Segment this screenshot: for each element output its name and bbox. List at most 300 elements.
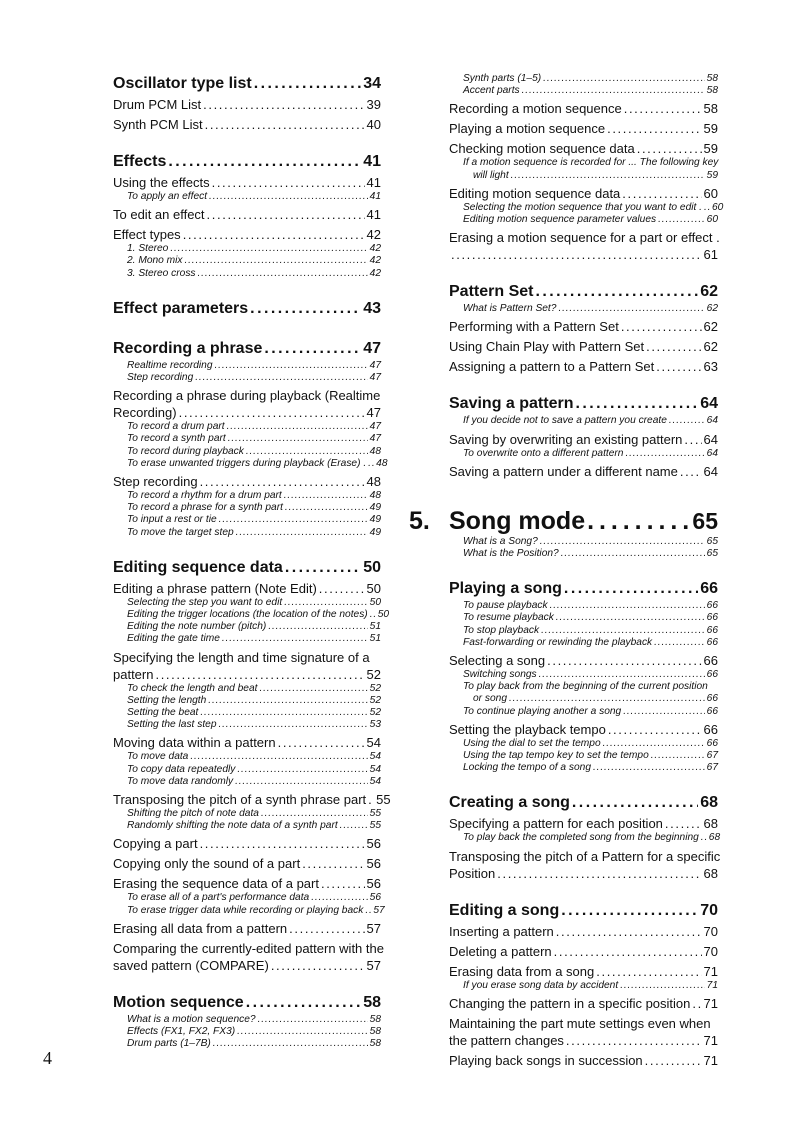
toc-entry-title: Switching songs — [463, 669, 537, 681]
toc-entry[interactable] — [113, 473, 381, 490]
dot-leader — [550, 600, 705, 612]
toc-page-number: 47 — [369, 359, 381, 371]
toc-entry[interactable] — [113, 387, 381, 421]
toc-entry-title: Synth PCM List — [113, 117, 203, 132]
toc-page-number: 48 — [369, 490, 381, 502]
toc-entry-title: To record a drum part — [127, 421, 225, 433]
toc-page-number: 60 — [706, 214, 718, 226]
toc-subentry[interactable] — [449, 762, 718, 774]
toc-page-number: 59 — [703, 121, 718, 137]
toc-entry-title: Transposing the pitch of a synth phrase part — [113, 792, 367, 808]
toc-page-number: 60 — [712, 201, 724, 213]
toc-entry-title: What is the Position? — [463, 548, 559, 560]
dot-leader — [368, 791, 374, 808]
toc-entry-title: To erase all of a part's performance data — [127, 892, 310, 904]
toc-page-number: 64 — [706, 415, 718, 427]
toc-entry[interactable] — [449, 963, 718, 980]
dot-leader — [540, 536, 705, 548]
toc-section[interactable] — [449, 792, 718, 814]
toc-page-number: 52 — [366, 666, 381, 682]
toc-entry-title-line: Maintaining the part mute settings even when — [449, 1015, 711, 1031]
dot-leader — [319, 580, 365, 597]
toc-entry[interactable] — [449, 120, 718, 137]
toc-subentry[interactable] — [113, 764, 381, 776]
toc-entry[interactable] — [449, 815, 718, 832]
toc-entry-title: To input a rest or tie — [127, 514, 217, 526]
toc-entry-title: Editing the trigger locations (the location of the notes) — [127, 609, 368, 621]
toc-page-number: 64 — [706, 447, 718, 459]
toc-entry-title: will light — [473, 169, 509, 181]
toc-page-number: 62 — [706, 303, 718, 315]
toc-entry-title: To apply an effect — [127, 191, 208, 202]
toc-entry-title: Using Chain Play with Pattern Set — [449, 339, 645, 355]
toc-page-number: 68 — [703, 865, 718, 881]
toc-entry[interactable] — [113, 174, 381, 191]
toc-subentry[interactable] — [113, 904, 385, 917]
toc-entry-title: saved pattern (COMPARE) — [113, 957, 269, 973]
toc-page-number: 70 — [700, 901, 718, 919]
toc-page-number: 47 — [363, 339, 381, 357]
toc-subentry[interactable] — [449, 612, 718, 624]
dot-leader — [623, 706, 704, 718]
toc-page-number: 50 — [369, 596, 381, 608]
toc-entry[interactable] — [113, 116, 381, 133]
toc-subentry[interactable] — [449, 980, 718, 992]
toc-entry[interactable] — [113, 855, 381, 872]
toc-page-number: 62 — [700, 283, 718, 301]
toc-entry-title: To record a rhythm for a drum part — [127, 490, 282, 502]
toc-page-number: 71 — [703, 1052, 718, 1068]
toc-entry[interactable] — [449, 185, 718, 202]
dot-leader — [184, 255, 367, 267]
toc-page-number: 51 — [369, 621, 381, 633]
toc-subentry[interactable] — [113, 421, 381, 433]
toc-page-number: 61 — [703, 247, 718, 263]
toc-subentry[interactable] — [449, 73, 718, 85]
toc-entry[interactable] — [449, 848, 721, 882]
dot-leader — [575, 393, 698, 415]
toc-page-number: 56 — [369, 892, 381, 904]
toc-entry-title: Moving data within a pattern — [113, 735, 276, 751]
toc-entry[interactable] — [113, 649, 381, 683]
toc-subentry[interactable] — [113, 1014, 381, 1026]
toc-entry[interactable] — [449, 943, 718, 960]
dot-leader — [651, 750, 705, 762]
dot-leader — [205, 116, 365, 133]
toc-entry-title-line: Erasing a motion sequence for a part or effect . — [449, 230, 720, 246]
dot-leader — [547, 652, 701, 669]
dot-leader — [368, 458, 374, 470]
dot-leader — [200, 707, 367, 719]
dot-leader — [587, 506, 690, 536]
toc-page-number: 47 — [366, 405, 381, 421]
toc-section[interactable] — [449, 281, 718, 303]
toc-entry-title: What is Pattern Set? — [463, 303, 557, 315]
toc-subentry[interactable] — [449, 415, 718, 427]
toc-entry[interactable] — [449, 463, 718, 480]
toc-subentry[interactable] — [449, 625, 718, 637]
toc-subentry[interactable] — [113, 433, 381, 445]
dot-leader — [250, 298, 361, 320]
dot-leader — [509, 693, 705, 705]
toc-entry-title: If you erase song data by accident — [463, 979, 619, 991]
toc-page-number: 62 — [703, 319, 718, 335]
dot-leader — [209, 191, 368, 203]
toc-subentry[interactable] — [449, 201, 724, 214]
dot-leader — [541, 625, 705, 637]
dot-leader — [669, 415, 705, 427]
toc-entry[interactable] — [113, 734, 381, 751]
toc-page-number: 57 — [373, 904, 385, 916]
dot-leader — [556, 612, 705, 624]
dot-leader — [311, 892, 367, 904]
toc-page-number: 60 — [703, 185, 718, 201]
toc-entry[interactable] — [449, 358, 718, 375]
toc-page-number: 48 — [366, 474, 381, 490]
toc-left-column — [113, 73, 391, 1051]
toc-page-number: 49 — [369, 514, 381, 526]
toc-entry[interactable] — [113, 580, 381, 597]
dot-leader — [558, 303, 704, 315]
toc-page-number: 66 — [700, 580, 718, 598]
toc-page-number: 52 — [369, 707, 381, 719]
toc-entry-title: Setting the last step — [127, 719, 217, 731]
toc-entry-title: Synth parts (1–5) — [463, 73, 542, 84]
toc-entry-title: To move the target step — [127, 526, 234, 538]
dot-leader — [183, 226, 365, 243]
toc-section[interactable] — [113, 557, 381, 579]
toc-page-number: 70 — [703, 923, 718, 939]
dot-leader — [284, 490, 368, 502]
toc-page-number: 66 — [706, 705, 718, 717]
toc-subentry[interactable] — [113, 695, 381, 707]
toc-page-number: 66 — [706, 693, 718, 705]
dot-leader — [200, 835, 365, 852]
dot-leader — [637, 140, 702, 157]
toc-entry-title: Realtime recording — [127, 359, 213, 371]
toc-page-number: 34 — [363, 75, 381, 92]
dot-leader — [219, 514, 368, 526]
toc-page-number: 52 — [369, 694, 381, 706]
toc-subentry[interactable] — [449, 600, 718, 612]
toc-page-number: 49 — [369, 502, 381, 514]
toc-entry-title: Editing the note number (pitch) — [127, 621, 267, 633]
toc-section[interactable] — [449, 900, 718, 922]
toc-entry[interactable] — [449, 100, 718, 117]
dot-leader — [539, 669, 705, 681]
toc-page-number: 58 — [369, 1013, 381, 1025]
toc-subentry[interactable] — [113, 490, 381, 502]
toc-entry-title: To continue playing another a song — [463, 705, 622, 717]
dot-leader — [285, 557, 361, 579]
toc-page-number: 71 — [703, 1032, 718, 1048]
toc-entry[interactable] — [113, 206, 381, 223]
toc-entry-title: Accent parts — [463, 85, 520, 97]
toc-subentry[interactable] — [449, 548, 718, 560]
toc-page-number: 68 — [703, 816, 718, 832]
dot-leader — [608, 721, 702, 738]
dot-leader — [285, 502, 368, 514]
dot-leader — [237, 764, 367, 776]
toc-subentry[interactable] — [113, 514, 381, 526]
dot-leader — [170, 243, 367, 255]
toc-page-number: 58 — [369, 1038, 381, 1050]
dot-leader — [625, 448, 704, 460]
toc-entry-title: Setting the beat — [127, 707, 199, 719]
toc-page-number: 59 — [703, 141, 718, 157]
toc-section[interactable] — [113, 73, 381, 95]
toc-page-number: 58 — [703, 101, 718, 117]
toc-entry-title: To move data — [127, 751, 189, 763]
toc-entry[interactable] — [449, 721, 718, 738]
toc-entry-title: Recording a motion sequence — [449, 101, 622, 117]
toc-page-number: 54 — [369, 751, 381, 763]
toc-page-number: 62 — [703, 339, 718, 355]
toc-page-number: 64 — [703, 431, 718, 447]
dot-leader — [284, 597, 367, 609]
toc-page-number: 48 — [376, 457, 388, 469]
toc-page-number: 55 — [369, 808, 381, 820]
toc-entry-title: What is a Song? — [463, 535, 538, 547]
toc-subentry[interactable] — [449, 637, 718, 649]
toc-page-number: 68 — [700, 794, 718, 812]
dot-leader — [258, 1014, 368, 1026]
toc-entry-title: Creating a song — [449, 794, 570, 812]
toc-subentry[interactable] — [113, 191, 381, 203]
toc-right-column — [409, 73, 724, 1069]
toc-subentry[interactable] — [449, 303, 718, 315]
dot-leader — [665, 815, 702, 832]
toc-subentry[interactable] — [113, 1038, 381, 1050]
toc-entry-title: To record a synth part — [127, 433, 226, 445]
toc-entry[interactable] — [449, 923, 718, 940]
dot-leader — [522, 85, 705, 97]
dot-leader — [572, 792, 698, 814]
toc-subentry[interactable] — [113, 457, 388, 470]
toc-entry-title: Editing a song — [449, 901, 560, 919]
toc-section[interactable] — [113, 338, 381, 360]
toc-page-number: 64 — [700, 395, 718, 413]
toc-entry-title: Selecting a song — [449, 653, 546, 669]
toc-page-number: 56 — [366, 876, 381, 892]
dot-leader — [656, 358, 701, 375]
dot-leader — [620, 980, 704, 992]
toc-subentry[interactable] — [113, 820, 381, 832]
toc-subentry[interactable] — [113, 776, 381, 788]
toc-subentry[interactable] — [113, 707, 381, 719]
toc-subentry[interactable] — [113, 502, 381, 514]
dot-leader — [622, 185, 701, 202]
toc-page-number: 66 — [706, 612, 718, 624]
toc-page-number: 42 — [369, 243, 381, 255]
toc-entry-title: To play back the completed song from the beginning — [463, 832, 699, 844]
toc-subentry[interactable] — [113, 255, 381, 267]
toc-subentry[interactable] — [113, 683, 381, 695]
dot-leader — [684, 431, 701, 448]
toc-entry-title: Playing a motion sequence — [449, 121, 606, 137]
toc-section[interactable] — [449, 393, 718, 415]
toc-entry-title: 3. Stereo cross — [127, 267, 196, 279]
dot-leader — [596, 963, 701, 980]
toc-entry-title: Drum PCM List — [113, 97, 202, 112]
toc-subentry[interactable] — [449, 706, 718, 718]
toc-entry-title: To erase trigger data while recording or playing back — [127, 904, 364, 916]
toc-entry-title: Shifting the pitch of note data — [127, 808, 259, 820]
toc-subentry[interactable] — [113, 808, 381, 820]
chapter-number: 5. — [409, 506, 430, 535]
dot-leader — [566, 1032, 702, 1049]
toc-entry[interactable] — [113, 835, 381, 852]
dot-leader — [561, 548, 705, 560]
dot-leader — [543, 73, 705, 85]
toc-page-number: 64 — [703, 463, 718, 479]
toc-page-number: 63 — [703, 359, 718, 375]
toc-entry-title: Erasing data from a song — [449, 963, 595, 979]
toc-entry[interactable] — [449, 1052, 718, 1069]
toc-page-number: 41 — [363, 153, 381, 170]
toc-page-number: 56 — [366, 836, 381, 852]
toc-page-number: 47 — [369, 433, 381, 445]
toc-entry-title: Selecting the step you want to edit — [127, 596, 283, 608]
toc-entry[interactable] — [113, 226, 381, 243]
toc-entry[interactable] — [449, 229, 718, 263]
toc-subentry[interactable] — [113, 892, 381, 904]
toc-entry-title: Selecting the motion sequence that you want to edit . — [463, 201, 702, 213]
dot-leader — [278, 734, 365, 751]
toc-subentry[interactable] — [113, 1026, 381, 1038]
toc-page-number: 40 — [366, 117, 381, 132]
toc-entry[interactable] — [449, 140, 718, 157]
toc-subentry[interactable] — [449, 536, 718, 548]
dot-leader — [556, 923, 702, 940]
dot-leader — [704, 202, 710, 214]
toc-page-number: 58 — [706, 85, 718, 97]
toc-section[interactable] — [113, 992, 381, 1014]
toc-subentry[interactable] — [449, 85, 718, 97]
toc-subentry[interactable] — [449, 157, 718, 181]
toc-entry-title: Motion sequence — [113, 993, 244, 1011]
toc-page-number: 51 — [369, 633, 381, 645]
toc-entry[interactable] — [449, 338, 718, 355]
toc-subentry[interactable] — [449, 738, 718, 750]
toc-subentry[interactable] — [113, 527, 381, 539]
toc-page-number: 42 — [369, 255, 381, 267]
toc-entry-title: Song mode — [449, 506, 586, 535]
toc-entry-title: Effects — [113, 153, 167, 170]
dot-leader — [218, 719, 367, 731]
toc-page-number: 58 — [369, 1026, 381, 1038]
toc-entry-title: the pattern changes — [449, 1032, 564, 1048]
toc-subentry[interactable] — [113, 597, 381, 609]
toc-entry[interactable] — [449, 995, 718, 1012]
toc-entry-title: Setting the playback tempo — [449, 721, 606, 737]
toc-entry-title: Editing the gate time — [127, 633, 220, 645]
toc-entry-title: Fast-forwarding or rewinding the playback — [463, 636, 653, 648]
dot-leader — [246, 446, 368, 458]
toc-subentry[interactable] — [449, 750, 718, 762]
toc-subentry[interactable] — [113, 609, 390, 621]
toc-page-number: 53 — [369, 719, 381, 731]
toc-entry[interactable] — [113, 875, 381, 892]
dot-leader — [168, 151, 361, 173]
toc-page-number: 67 — [706, 762, 718, 774]
toc-page-number: 71 — [703, 963, 718, 979]
toc-entry-title-line: Recording a phrase during playback (Realtime — [113, 388, 381, 404]
toc-page-number: 55 — [369, 820, 381, 832]
dot-leader — [302, 855, 364, 872]
toc-subentry[interactable] — [113, 243, 381, 255]
toc-page-number: 47 — [369, 421, 381, 433]
toc-entry-title: Playing back songs in succession — [449, 1052, 643, 1068]
toc-entry-title: Editing motion sequence data — [449, 185, 621, 201]
toc-entry-title: To resume playback — [463, 612, 554, 624]
toc-subentry[interactable] — [113, 360, 381, 372]
toc-section[interactable] — [113, 151, 381, 173]
toc-subentry[interactable] — [113, 268, 381, 280]
toc-entry[interactable] — [113, 920, 381, 937]
toc-subentry[interactable] — [113, 719, 381, 731]
toc-section[interactable] — [449, 578, 718, 600]
toc-entry-title: pattern — [113, 666, 154, 682]
toc-subentry[interactable] — [449, 832, 721, 844]
toc-entry-title: To record a phrase for a synth part — [127, 502, 283, 514]
toc-entry-title: Saving a pattern — [449, 395, 574, 413]
toc-entry-title: If you decide not to save a pattern you create — [463, 415, 667, 427]
toc-subentry[interactable] — [449, 214, 718, 226]
toc-entry-title: Changing the pattern in a specific position — [449, 995, 691, 1011]
toc-subentry[interactable] — [113, 446, 381, 458]
dot-leader — [212, 174, 365, 191]
toc-entry-title-line: Specifying the length and time signature of a — [113, 649, 370, 665]
toc-entry[interactable] — [113, 940, 384, 974]
dot-leader — [497, 865, 701, 882]
toc-entry[interactable] — [449, 652, 718, 669]
toc-chapter[interactable] — [409, 506, 718, 536]
toc-entry[interactable] — [113, 791, 391, 808]
toc-entry-title: Saving by overwriting an existing pattern — [449, 431, 683, 447]
toc-subentry[interactable] — [449, 669, 718, 681]
toc-entry[interactable] — [449, 431, 718, 448]
toc-entry-title: Deleting a pattern — [449, 943, 552, 959]
toc-subentry[interactable] — [113, 751, 381, 763]
dot-leader — [235, 776, 368, 788]
toc-entry-title: Using the dial to set the tempo — [463, 737, 601, 749]
toc-subentry[interactable] — [449, 448, 718, 460]
toc-subentry[interactable] — [113, 633, 381, 645]
toc-page-number: 52 — [369, 682, 381, 694]
toc-subentry[interactable] — [449, 681, 718, 705]
toc-subentry[interactable] — [113, 372, 381, 384]
toc-section[interactable] — [113, 298, 381, 320]
toc-entry-title: Drum parts (1–7B) — [127, 1038, 211, 1050]
toc-page-number: 39 — [366, 97, 381, 112]
toc-subentry[interactable] — [113, 621, 381, 633]
dot-leader — [535, 281, 698, 303]
toc-entry[interactable] — [449, 318, 718, 335]
toc-page-number: 41 — [366, 207, 381, 223]
toc-page-number: 59 — [706, 169, 718, 181]
toc-entry-title: 2. Mono mix — [127, 255, 183, 267]
toc-page-number: 50 — [363, 558, 381, 576]
toc-entry-title: To overwrite onto a different pattern — [463, 447, 624, 459]
toc-entry-title: Inserting a pattern — [449, 923, 554, 939]
toc-entry[interactable] — [449, 1015, 718, 1049]
toc-page-number: 50 — [377, 609, 390, 621]
toc-entry[interactable] — [113, 96, 381, 113]
toc-page-number: 48 — [369, 445, 381, 457]
dot-leader — [215, 360, 368, 372]
toc-page-number: 57 — [366, 957, 381, 973]
